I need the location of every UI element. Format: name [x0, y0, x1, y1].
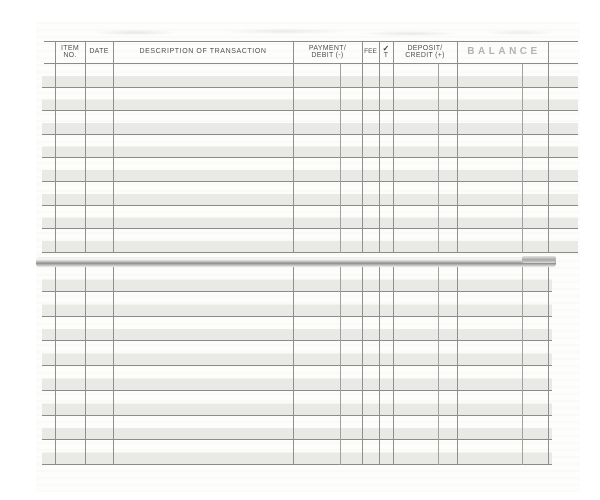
header-payment-debit — [293, 41, 362, 63]
header-deposit-line2: CREDIT (+) — [405, 52, 445, 59]
register-row-empty — [42, 88, 578, 112]
header-payment-line1: PAYMENT/ — [308, 44, 347, 52]
header-description-label: DESCRIPTION OF TRANSACTION — [139, 48, 267, 56]
register-row-empty — [42, 292, 552, 317]
header-item-line2: NO. — [63, 52, 77, 59]
column-divider — [113, 41, 114, 253]
column-divider — [548, 41, 549, 253]
column-divider — [362, 267, 363, 465]
header-deposit-line1: DEPOSIT/ — [407, 44, 443, 52]
header-description — [113, 41, 293, 63]
column-divider — [393, 41, 394, 253]
header-deposit-credit — [393, 41, 457, 63]
register-row-empty — [42, 416, 552, 441]
header-item-line1: ITEM — [61, 44, 79, 52]
header-payment-line2: DEBIT (-) — [311, 52, 344, 59]
checkmark-icon: ✓ — [382, 43, 390, 53]
column-divider — [293, 267, 294, 465]
cents-divider — [438, 64, 439, 253]
register-row-empty — [42, 135, 578, 159]
column-divider — [379, 267, 380, 465]
column-divider — [379, 41, 380, 253]
column-divider — [548, 267, 549, 465]
cents-divider — [340, 267, 341, 465]
cents-divider — [340, 64, 341, 253]
column-divider — [393, 267, 394, 465]
register-row-empty — [42, 158, 578, 182]
scan-smudge — [60, 27, 560, 38]
binding-fold-bar-tip — [522, 256, 556, 263]
column-divider — [293, 41, 294, 253]
register-row-empty — [42, 317, 552, 342]
column-divider — [457, 267, 458, 465]
cents-divider — [522, 267, 523, 465]
header-fee — [362, 41, 379, 63]
column-divider — [362, 41, 363, 253]
register-row-empty — [42, 206, 578, 230]
register-row-empty — [42, 440, 552, 465]
register-row-empty — [42, 111, 578, 135]
register-top-section — [42, 64, 578, 253]
header-check-column — [379, 41, 393, 63]
register-row-empty — [42, 366, 552, 391]
header-balance — [457, 41, 548, 63]
binding-fold-bar — [36, 257, 556, 267]
register-bottom-section — [42, 267, 552, 465]
column-divider — [55, 267, 56, 465]
register-row-empty — [42, 391, 552, 416]
register-row-empty — [42, 229, 578, 253]
register-row-empty — [42, 182, 578, 206]
column-divider — [457, 41, 458, 253]
header-fee-label: FEE — [364, 48, 377, 56]
header-date-label: DATE — [89, 48, 109, 56]
header-balance-label: BALANCE — [467, 46, 541, 58]
column-divider — [85, 41, 86, 253]
column-divider — [85, 267, 86, 465]
header-check-t-label: T — [383, 51, 389, 59]
cents-divider — [522, 64, 523, 253]
column-divider — [113, 267, 114, 465]
cents-divider — [438, 267, 439, 465]
header-date — [85, 41, 113, 63]
register-row-empty — [42, 267, 552, 292]
column-divider — [55, 41, 56, 253]
header-item-no — [55, 41, 85, 63]
register-row-empty — [42, 341, 552, 366]
register-row-empty — [42, 64, 578, 88]
